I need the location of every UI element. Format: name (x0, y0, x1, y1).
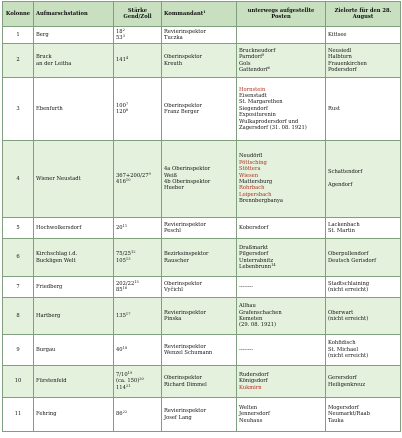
kommandant-line-text: Vyčichl (164, 287, 183, 293)
staerke-line (116, 109, 159, 115)
kommandant-line-text: Oberinspektor (164, 280, 203, 287)
kommandant-line-text: Revierinspektor (164, 343, 206, 350)
staerke-line-text: (ca. 150) (116, 378, 140, 385)
header-zielorte: Zielorte für den 28. August (326, 2, 401, 27)
kommandant-line-text: Pinska (164, 316, 182, 322)
zielort-line (328, 316, 398, 322)
staerke-line-footnote: 11 (122, 223, 128, 228)
posten-line (239, 418, 323, 424)
kommandant-line (164, 61, 234, 67)
cell-kolonne: 1 (3, 27, 34, 44)
zielort-line-text: Oberwart (328, 309, 354, 316)
cell-kommandant (162, 239, 237, 277)
station-line (36, 176, 111, 182)
staerke-line-text: 120 (116, 109, 126, 115)
kommandant-line-text: Rauscher (164, 257, 189, 264)
posten-line (239, 67, 323, 73)
staerke-line-footnote: 22 (122, 410, 128, 415)
posten-line-text: Pöttsching (239, 159, 267, 166)
kommandant-line-text: Revierinspektor (164, 28, 206, 35)
zielort-line (328, 353, 398, 359)
kommandant-line-text: Revierinspektor (164, 408, 206, 415)
posten-line-text: Allhau (239, 303, 256, 310)
table-body (3, 27, 401, 432)
posten-line-text: Grafenschachen (239, 309, 282, 316)
cell-station (34, 398, 114, 432)
posten-line (239, 284, 323, 290)
station-line (36, 258, 111, 264)
posten-line-text: Kemeten (239, 316, 263, 322)
cell-staerke (114, 78, 162, 141)
staerke-line-footnote: 4 (125, 56, 129, 61)
staerke-line (116, 225, 159, 231)
cell-kolonne: 8 (3, 298, 34, 335)
posten-line-text: Expositurenin (239, 112, 276, 119)
kommandant-line-text: Hueber (164, 185, 184, 192)
posten-line-text: Siegendorf (239, 105, 268, 112)
header-row (3, 2, 401, 27)
posten-line-text: -------- (239, 346, 254, 353)
zielort-line (328, 182, 398, 188)
cell-posten (237, 141, 326, 218)
kommandant-line-text: Josef Lang (164, 414, 192, 421)
table-row (3, 277, 401, 298)
zielort-line-text: Schattendorf (328, 169, 363, 176)
zielort-line (328, 382, 398, 388)
station-line (36, 284, 111, 290)
staerke-line-footnote: 16 (122, 286, 128, 290)
station-line (36, 411, 111, 417)
cell-station (34, 366, 114, 398)
header-aufmarschstation: Aufmarschstation (34, 2, 114, 27)
zielort-line-text: Gerersdorf (328, 375, 357, 382)
station-line (36, 32, 111, 38)
kommandant-line (164, 258, 234, 264)
cell-kommandant (162, 218, 237, 239)
posten-line-text: Wulkaprodersdorf und (239, 118, 299, 125)
posten-line-text: Gols (239, 60, 251, 67)
posten-line-text: Lebenbrunn (239, 263, 272, 270)
cell-zielorte (326, 141, 401, 218)
posten-line-text: Pilgersdorf (239, 251, 269, 258)
staerke-line-footnote: 19 (127, 370, 133, 375)
kommandant-line-text: Franz Berger (164, 109, 200, 115)
cell-staerke (114, 277, 162, 298)
staerke-line-footnote: 20 (139, 377, 144, 382)
staerke-line-text: 105 (116, 257, 126, 264)
posten-line-text: -------- (239, 283, 254, 290)
staerke-line-text: 100 (116, 102, 126, 109)
cell-posten (237, 218, 326, 239)
zielort-line-text: Neusiedl (328, 47, 352, 54)
staerke-line-text: 85 (116, 287, 123, 293)
cell-staerke (114, 218, 162, 239)
cell-station (34, 335, 114, 366)
posten-line-text: Rudersdorf (239, 371, 269, 378)
posten-line-text: Kukmirn (239, 384, 262, 391)
cell-staerke (114, 141, 162, 218)
staerke-line-text: 141 (116, 57, 126, 64)
staerke-line-footnote: 2 (122, 27, 125, 32)
header-kommandant-label: Kommandant (164, 10, 204, 17)
cell-staerke (114, 398, 162, 432)
kommandant-line-text: Richard Dimmel (164, 381, 207, 388)
zielort-line (328, 287, 398, 293)
staerke-line (116, 179, 159, 185)
station-line-text: an der Leitha (36, 60, 72, 67)
zielort-line-text: Podersdorf (328, 66, 357, 73)
kommandant-line (164, 287, 234, 293)
staerke-line-footnote: 12 (130, 250, 136, 255)
posten-line-text: Wiesen (239, 172, 259, 179)
cell-zielorte (326, 277, 401, 298)
posten-line-text: (29. 08. 1921) (239, 322, 277, 329)
kommandant-line (164, 415, 234, 421)
zielort-line (328, 67, 398, 73)
posten-line-text: Kobersdorf (239, 224, 269, 231)
station-line-text: Ebenfurth (36, 105, 63, 112)
station-line (36, 61, 111, 67)
posten-line-text: Königsdorf (239, 378, 268, 385)
station-line-text: Kirchschlag i.d. (36, 251, 78, 258)
zielort-line-text: Oberpullendorf (328, 251, 369, 258)
staerke-line-text: 75/25 (116, 251, 131, 258)
cell-kolonne: 7 (3, 277, 34, 298)
cell-posten (237, 335, 326, 366)
cell-staerke (114, 239, 162, 277)
cell-zielorte (326, 27, 401, 44)
header-kommandant (162, 2, 237, 27)
header-kolonne: Kolonne (3, 2, 34, 27)
staerke-line-text: 202/22 (116, 280, 135, 287)
zielort-line-text: (nicht erreicht) (328, 316, 369, 322)
staerke-line-text: 20 (116, 224, 123, 231)
staerke-line-text: 86 (116, 411, 123, 418)
station-line (36, 225, 111, 231)
posten-line (239, 264, 323, 270)
posten-line (239, 198, 323, 204)
station-line (36, 106, 111, 112)
cell-station (34, 218, 114, 239)
cell-station (34, 141, 114, 218)
staerke-line-footnote: 17 (125, 311, 131, 316)
zielort-line-text: Kittsee (328, 31, 347, 38)
posten-line (239, 385, 323, 391)
staerke-line-footnote: 18 (122, 345, 128, 350)
kommandant-line (164, 350, 234, 356)
kommandant-line (164, 109, 234, 115)
cell-kommandant (162, 78, 237, 141)
table-row (3, 335, 401, 366)
zielort-line-text: (nicht erreicht) (328, 287, 369, 293)
kommandant-line-text: Kreuth (164, 60, 183, 67)
zielort-line-text: Deutsch Gerisdorf (328, 257, 377, 264)
table-row (3, 398, 401, 432)
cell-zielorte (326, 44, 401, 78)
zielort-line-text: Neumarkt/Raab (328, 411, 370, 418)
station-line-text: Burgau (36, 346, 56, 353)
staerke-line-footnote: 3 (122, 34, 125, 38)
kommandant-line-text: Oberinspektor (164, 54, 203, 61)
staerke-line-text: 135 (116, 312, 126, 319)
staerke-line-text: 416 (116, 179, 126, 185)
table-row (3, 218, 401, 239)
kommandant-line-text: Tuczka (164, 35, 183, 41)
kommandant-line-text: 4a Oberinspektor (164, 166, 211, 173)
staerke-line (116, 258, 159, 264)
staerke-line (116, 313, 159, 319)
table-row (3, 27, 401, 44)
posten-line-text: Jennersdorf (239, 411, 270, 418)
zielort-line-text: St. Michael (328, 346, 358, 353)
zielort-line (328, 32, 398, 38)
kommandant-line (164, 316, 234, 322)
posten-line-text: Neudörfl (239, 153, 263, 160)
header-kommandant-footnote: 1 (203, 9, 206, 14)
station-line-text: Fehring (36, 411, 57, 418)
zielort-line-text: Rust (328, 105, 340, 112)
zielort-line-text: Tauka (328, 417, 344, 424)
cell-posten (237, 277, 326, 298)
staerke-line (116, 411, 159, 417)
posten-line-text: Parndorf (239, 54, 263, 61)
staerke-line-text: 114 (116, 384, 126, 391)
table-row (3, 298, 401, 335)
header-posten: unterwegs aufgestellte Posten (237, 2, 326, 27)
cell-kolonne: 10 (3, 366, 34, 398)
posten-line-text: Hornstein (239, 86, 266, 93)
cell-kommandant (162, 366, 237, 398)
station-line-text: Hartberg (36, 312, 61, 319)
cell-kommandant (162, 398, 237, 432)
station-line (36, 313, 111, 319)
zielort-line (328, 106, 398, 112)
staerke-line-footnote: 8 (125, 108, 129, 112)
posten-line-footnote: 6 (267, 65, 270, 70)
staerke-line-footnote: 10 (125, 178, 131, 182)
cell-kommandant (162, 27, 237, 44)
posten-line (239, 125, 323, 131)
table-row (3, 141, 401, 218)
cell-kommandant (162, 335, 237, 366)
cell-zielorte (326, 239, 401, 277)
zielort-line-text: Mogersdorf (328, 404, 359, 411)
header-staerke: Stärke Gend/Zoll (114, 2, 162, 27)
posten-line (239, 347, 323, 353)
staerke-line-footnote: 7 (125, 101, 129, 106)
deployment-table (2, 1, 401, 432)
station-line-text: Wiener Neustadt (36, 175, 81, 182)
cell-station (34, 239, 114, 277)
staerke-line-text: 367+200/27 (116, 172, 149, 179)
cell-posten (237, 398, 326, 432)
cell-zielorte (326, 298, 401, 335)
kommandant-line (164, 382, 234, 388)
kommandant-line (164, 35, 234, 41)
posten-line-text: Draßmarkt (239, 244, 268, 251)
cell-kolonne: 5 (3, 218, 34, 239)
cell-zielorte (326, 335, 401, 366)
cell-staerke (114, 27, 162, 44)
staerke-line-text: 53 (116, 35, 123, 41)
cell-kolonne: 6 (3, 239, 34, 277)
cell-kolonne: 11 (3, 398, 34, 432)
kommandant-line (164, 228, 234, 234)
posten-line-text: Mattersburg (239, 179, 273, 185)
cell-station (34, 277, 114, 298)
staerke-line (116, 347, 159, 353)
posten-line-text: St. Margarethen (239, 99, 283, 106)
station-line-text: Fürstenfeld (36, 378, 67, 385)
cell-station (34, 78, 114, 141)
staerke-line-footnote: 15 (134, 279, 139, 284)
posten-line-text: Eisenstadt (239, 92, 267, 99)
posten-line (239, 225, 323, 231)
cell-kolonne: 9 (3, 335, 34, 366)
zielort-line-text: Agendorf (328, 182, 353, 189)
cell-posten (237, 239, 326, 277)
cell-posten (237, 366, 326, 398)
cell-kolonne: 4 (3, 141, 34, 218)
station-line-text: Bruck (36, 54, 52, 61)
zielort-line (328, 418, 398, 424)
posten-line-footnote: 14 (271, 262, 276, 267)
staerke-line (116, 287, 159, 293)
cell-zielorte (326, 366, 401, 398)
cell-posten (237, 27, 326, 44)
cell-posten (237, 298, 326, 335)
table-row (3, 44, 401, 78)
posten-line-text: Neuhaus (239, 417, 263, 424)
station-line-text: Buckligen Welt (36, 257, 76, 264)
cell-posten (237, 78, 326, 141)
cell-zielorte (326, 398, 401, 432)
kommandant-line-text: Oberinspektor (164, 375, 203, 382)
zielort-line-text: Frauenkirchen (328, 60, 367, 67)
kommandant-line-text: Oberinspektor (164, 102, 203, 109)
cell-kolonne: 2 (3, 44, 34, 78)
kommandant-line-text: Bezirksinspektor (164, 251, 209, 258)
cell-kommandant (162, 141, 237, 218)
posten-line-text: Bruckneudorf (239, 47, 276, 54)
cell-zielorte (326, 78, 401, 141)
staerke-line (116, 385, 159, 391)
table-row (3, 78, 401, 141)
staerke-line-text: 40 (116, 346, 123, 353)
cell-zielorte (326, 218, 401, 239)
posten-line-text: Unterrabnitz (239, 257, 274, 264)
kommandant-line-text: 4b Oberinspektor (164, 179, 211, 185)
cell-kolonne: 3 (3, 78, 34, 141)
posten-line-text: Brennbergbanya (239, 198, 284, 205)
cell-kommandant (162, 298, 237, 335)
table-row (3, 366, 401, 398)
zielort-line-text: Halbturn (328, 54, 352, 61)
kommandant-line-text: Revierinspektor (164, 309, 206, 316)
posten-line-footnote: 5 (262, 53, 265, 58)
cell-staerke (114, 366, 162, 398)
staerke-line-footnote: 9 (148, 171, 151, 176)
cell-posten (237, 44, 326, 78)
kommandant-line (164, 185, 234, 191)
posten-line-text: Gattendorf (239, 66, 268, 73)
staerke-line (116, 57, 159, 63)
cell-kommandant (162, 277, 237, 298)
table-row (3, 239, 401, 277)
cell-kommandant (162, 44, 237, 78)
staerke-line-footnote: 13 (125, 256, 131, 261)
station-line (36, 347, 111, 353)
kommandant-line-text: Wenzel Schumann (164, 350, 213, 356)
staerke-line (116, 35, 159, 41)
staerke-line-footnote: 21 (125, 383, 131, 388)
zielort-line-text: Stadtschlaining (328, 280, 370, 287)
posten-line (239, 322, 323, 328)
zielort-line-text: Lackenbach (328, 221, 360, 228)
station-line-text: Hochwolkersdorf (36, 224, 82, 231)
zielort-line-text: St. Martin (328, 228, 355, 234)
zielort-line-text: Heiligenkreuz (328, 381, 366, 388)
posten-line-text: Loipersbach (239, 191, 272, 198)
cell-staerke (114, 335, 162, 366)
posten-line-text: Welten (239, 404, 258, 411)
posten-line-text: Rohrbach (239, 185, 265, 192)
zielort-line (328, 228, 398, 234)
zielort-line (328, 258, 398, 264)
posten-line-text: Zagersdorf (31. 08. 1921) (239, 125, 307, 132)
cell-staerke (114, 44, 162, 78)
zielort-line-text: Kohfidisch (328, 340, 356, 347)
staerke-line-text: 18 (116, 28, 123, 35)
station-line-text: Friedberg (36, 283, 63, 290)
station-line (36, 378, 111, 384)
staerke-line-text: 7/10 (116, 371, 128, 378)
zielort-line-text: (nicht erreicht) (328, 353, 369, 360)
station-line-text: Berg (36, 31, 49, 38)
kommandant-line-text: Weiß (164, 172, 178, 179)
kommandant-line-text: Revierinspektor (164, 221, 206, 228)
cell-staerke (114, 298, 162, 335)
posten-line-text: Stöttera (239, 166, 261, 173)
kommandant-line-text: Peschl (164, 228, 181, 234)
cell-station (34, 44, 114, 78)
cell-station (34, 298, 114, 335)
cell-station (34, 27, 114, 44)
